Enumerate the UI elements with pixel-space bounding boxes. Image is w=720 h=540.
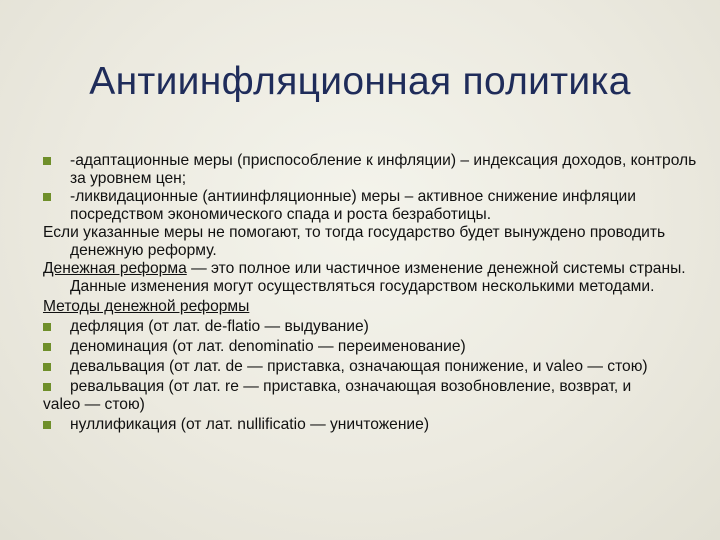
square-bullet-icon	[43, 157, 51, 165]
bullet-item-devaluation: девальвация (от лат. de — приставка, означающая понижение, и valeo — стою)	[43, 358, 708, 376]
bullet-item-denomination: деноминация (от лат. denominatio — переименование)	[43, 338, 708, 356]
paragraph-reform-definition: Денежная реформа — это полное или частичное изменение денежной системы страны. Данные изменения могут осуществляться государством несколькими методами.	[43, 260, 686, 295]
square-bullet-icon	[43, 193, 51, 201]
square-bullet-icon	[43, 323, 51, 331]
paragraph-reform-need: Если указанные меры не помогают, то тогда государство будет вынуждено проводить денежную реформу.	[43, 224, 666, 259]
slide-title: Антиинфляционная политика	[89, 60, 631, 103]
bullet-item-nullification: нуллификация (от лат. nullificatio — уничтожение)	[43, 416, 708, 434]
square-bullet-icon	[43, 363, 51, 371]
slide-body	[43, 152, 708, 434]
square-bullet-icon	[43, 421, 51, 429]
bullet-item-liquidation: -ликвидационные (антиинфляционные) меры – активное снижение инфляции посредством экономического спада и роста безработицы.	[43, 188, 708, 224]
revaluation-continuation: valeo — стою)	[43, 396, 145, 413]
term-money-reform: Денежная реформа	[43, 260, 187, 277]
methods-heading: Методы денежной реформы	[43, 298, 250, 315]
bullet-item-deflation: дефляция (от лат. de-flatio — выдувание)	[43, 318, 708, 336]
bullet-item-revaluation: ревальвация (от лат. re — приставка, означающая возобновление, возврат, и	[43, 378, 708, 396]
bullet-item-adaptation: -адаптационные меры (приспособление к инфляции) – индексация доходов, контроль за уровнем цен;	[43, 152, 708, 188]
square-bullet-icon	[43, 343, 51, 351]
square-bullet-icon	[43, 383, 51, 391]
